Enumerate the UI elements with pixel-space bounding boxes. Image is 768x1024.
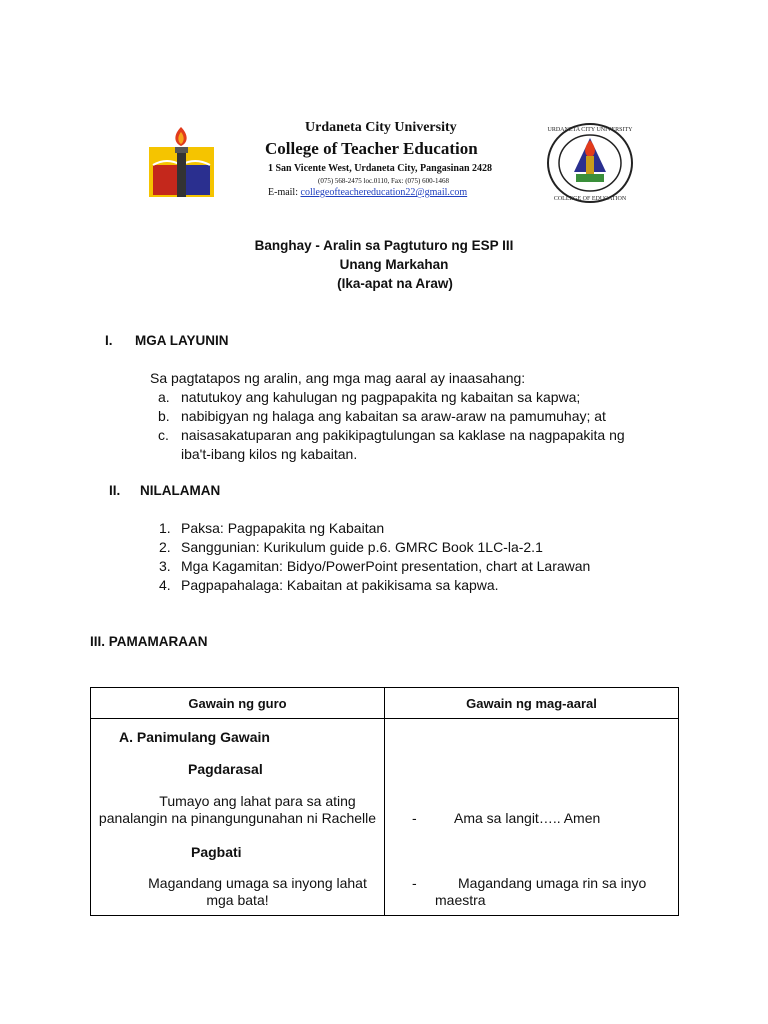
greeting-response-line1: Magandang umaga rin sa inyo (458, 875, 647, 891)
university-name: Urdaneta City University (305, 120, 457, 135)
objective-a: natutukoy ang kahulugan ng pagpapakita ng kabaitan sa kapwa; (181, 389, 581, 405)
svg-text:URDANETA CITY UNIVERSITY: URDANETA CITY UNIVERSITY (547, 127, 633, 133)
greeting-response-line2: maestra (435, 892, 486, 908)
cte-logo (145, 125, 218, 200)
prayer-instruction-line2: panalangin na pinangungunahan ni Rachelle (98, 810, 377, 826)
teacher-activity-cell (91, 719, 385, 916)
section-3-heading: III. PAMAMARAAN (90, 634, 208, 649)
response-dash-2: - (412, 875, 417, 891)
doc-day: (Ika-apat na Araw) (337, 276, 453, 291)
prayer-response: Ama sa langit….. Amen (454, 810, 601, 826)
objective-marker-b: b. (158, 408, 170, 424)
content-marker-4: 4. (159, 577, 171, 593)
greeting-line2: mga bata! (206, 892, 269, 908)
objective-marker-c: c. (158, 427, 169, 443)
objective-c-continued: iba't-ibang kilos ng kabaitan. (181, 446, 358, 462)
part-a-heading: A. Panimulang Gawain (119, 729, 270, 745)
content-item-2: Sanggunian: Kurikulum guide p.6. GMRC Book 1LC-la-2.1 (181, 539, 543, 555)
objectives-intro: Sa pagtatapos ng aralin, ang mga mag aaral ay inaasahang: (150, 370, 526, 386)
objective-c: naisasakatuparan ang pakikipagtulungan sa kaklase na nagpapakita ng (181, 427, 625, 443)
response-dash-1: - (412, 810, 417, 826)
objective-b: nabibigyan ng halaga ang kabaitan sa araw-araw na pamumuhay; at (181, 408, 606, 424)
ucu-seal (546, 122, 634, 204)
greeting-heading: Pagbati (191, 844, 242, 860)
teacher-column-header: Gawain ng guro (91, 688, 385, 719)
procedure-table (90, 687, 679, 916)
objective-marker-a: a. (158, 389, 170, 405)
svg-text:COLLEGE OF EDUCATION: COLLEGE OF EDUCATION (553, 196, 627, 202)
content-item-4: Pagpapahalaga: Kabaitan at pakikisama sa kapwa. (181, 577, 499, 593)
student-activity-cell (385, 719, 679, 916)
content-item-1: Paksa: Pagpapakita ng Kabaitan (181, 520, 385, 536)
greeting-line1: Magandang umaga sa inyong lahat (148, 875, 367, 891)
student-column-header: Gawain ng mag-aaral (385, 688, 679, 719)
section-1-heading: MGA LAYUNIN (135, 333, 229, 348)
college-phone: (075) 568-2475 loc.0110, Fax: (075) 600-1468 (318, 177, 449, 185)
content-marker-3: 3. (159, 558, 171, 574)
prayer-heading: Pagdarasal (188, 761, 263, 777)
college-email (268, 187, 467, 198)
doc-quarter: Unang Markahan (339, 257, 449, 272)
college-name: College of Teacher Education (265, 139, 478, 158)
doc-title: Banghay - Aralin sa Pagtuturo ng ESP III (254, 238, 514, 253)
college-address: 1 San Vicente West, Urdaneta City, Pangasinan 2428 (268, 163, 492, 174)
section-2-number: II. (109, 483, 121, 498)
table-header-row (91, 688, 679, 719)
content-item-3: Mga Kagamitan: Bidyo/PowerPoint presentation, chart at Larawan (181, 558, 591, 574)
content-marker-1: 1. (159, 520, 171, 536)
content-marker-2: 2. (159, 539, 171, 555)
section-2-heading: NILALAMAN (140, 483, 221, 498)
email-label: E-mail: (268, 187, 298, 198)
email-link[interactable]: collegeofteachereducation22@gmail.com (300, 187, 468, 198)
table-row (91, 719, 679, 916)
prayer-instruction-line1: Tumayo ang lahat para sa ating (159, 793, 356, 809)
section-1-number: I. (105, 333, 113, 348)
